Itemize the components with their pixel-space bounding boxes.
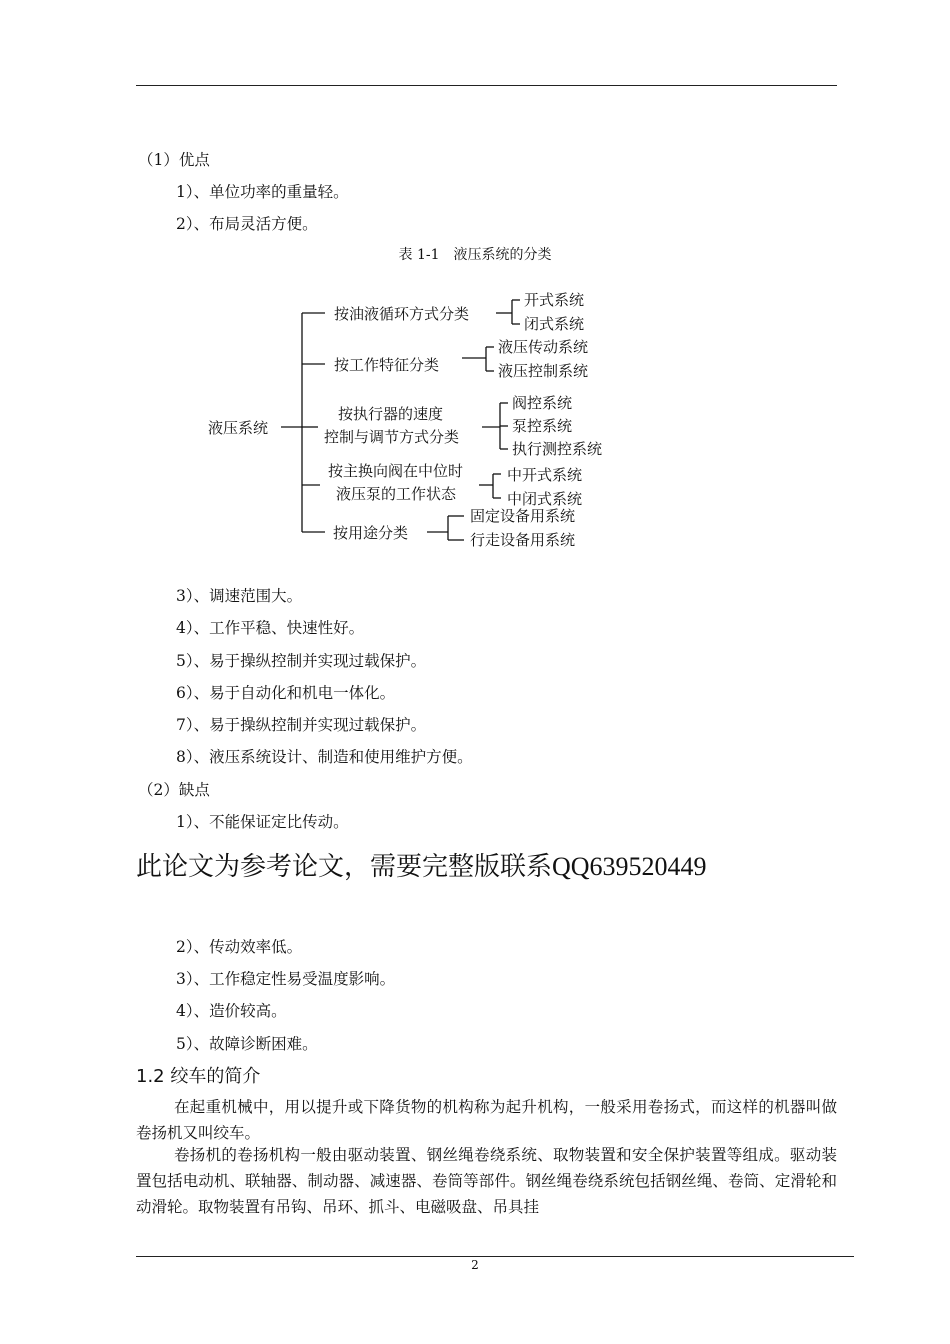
diagram-type: 阀控系统 bbox=[512, 394, 573, 412]
diagram-category: 液压泵的工作状态 bbox=[336, 485, 457, 503]
diagram-category: 按主换向阀在中位时 bbox=[328, 462, 464, 480]
diagram-category: 按用途分类 bbox=[333, 524, 409, 542]
disadvantage-item: 3）、工作稳定性易受温度影响。 bbox=[176, 970, 396, 988]
diagram-type: 中闭式系统 bbox=[507, 490, 583, 508]
diagram-category: 按工作特征分类 bbox=[334, 356, 440, 374]
advantage-item: 2）、布局灵活方便。 bbox=[176, 215, 318, 233]
diagram-type: 液压控制系统 bbox=[498, 362, 589, 380]
section-title: 1.2 绞车的简介 bbox=[136, 1066, 261, 1087]
body-paragraph: 在起重机械中，用以提升或下降货物的机构称为起升机构，一般采用卷扬式，而这样的机器叫做卷扬机又叫绞车。 bbox=[136, 1098, 837, 1142]
diagram-type: 执行测控系统 bbox=[512, 440, 603, 458]
advantage-item: 1）、单位功率的重量轻。 bbox=[176, 183, 349, 201]
advantages-heading: （1）优点 bbox=[138, 151, 210, 169]
advantage-item: 4）、工作平稳、快速性好。 bbox=[176, 619, 365, 637]
disadvantage-item: 1）、不能保证定比传动。 bbox=[176, 813, 349, 831]
advantage-item: 8）、液压系统设计、制造和使用维护方便。 bbox=[176, 748, 473, 766]
diagram-root: 液压系统 bbox=[208, 419, 269, 437]
footer-rule bbox=[136, 1256, 854, 1257]
advantage-item: 7）、易于操纵控制并实现过载保护。 bbox=[176, 716, 427, 734]
advantage-item: 5）、易于操纵控制并实现过载保护。 bbox=[176, 652, 427, 670]
diagram-type: 泵控系统 bbox=[512, 417, 573, 435]
diagram-type: 中开式系统 bbox=[507, 466, 583, 484]
diagram-type: 闭式系统 bbox=[524, 315, 585, 333]
diagram-category: 按油液循环方式分类 bbox=[334, 305, 470, 323]
contact-notice: 此论文为参考论文，需要完整版联系QQ639520449 bbox=[136, 852, 707, 881]
table-caption: 表 1-1 液压系统的分类 bbox=[398, 247, 552, 263]
body-paragraph: 卷扬机的卷扬机构一般由驱动装置、钢丝绳卷绕系统、取物装置和安全保护装置等组成。驱动装置包括电动机、联轴器、制动器、减速器、卷筒等部件。钢丝绳卷绕系统包括钢丝绳、卷筒、定滑轮和动滑轮。取物装置有吊钩、吊环、抓斗、电磁吸盘、吊具挂 bbox=[136, 1146, 837, 1216]
diagram-category: 控制与调节方式分类 bbox=[324, 428, 460, 446]
diagram-type: 固定设备用系统 bbox=[470, 507, 576, 525]
diagram-type: 开式系统 bbox=[524, 291, 585, 309]
advantage-item: 6）、易于自动化和机电一体化。 bbox=[176, 684, 396, 702]
advantage-item: 3）、调速范围大。 bbox=[176, 587, 303, 605]
diagram-type: 液压传动系统 bbox=[498, 338, 589, 356]
diagram-type: 行走设备用系统 bbox=[470, 531, 576, 549]
diagram-category: 按执行器的速度 bbox=[338, 405, 444, 423]
page-number: 2 bbox=[471, 1258, 479, 1272]
disadvantages-heading: （2）缺点 bbox=[138, 781, 210, 799]
disadvantage-item: 2）、传动效率低。 bbox=[176, 938, 303, 956]
disadvantage-item: 5）、故障诊断困难。 bbox=[176, 1035, 318, 1053]
disadvantage-item: 4）、造价较高。 bbox=[176, 1002, 287, 1020]
